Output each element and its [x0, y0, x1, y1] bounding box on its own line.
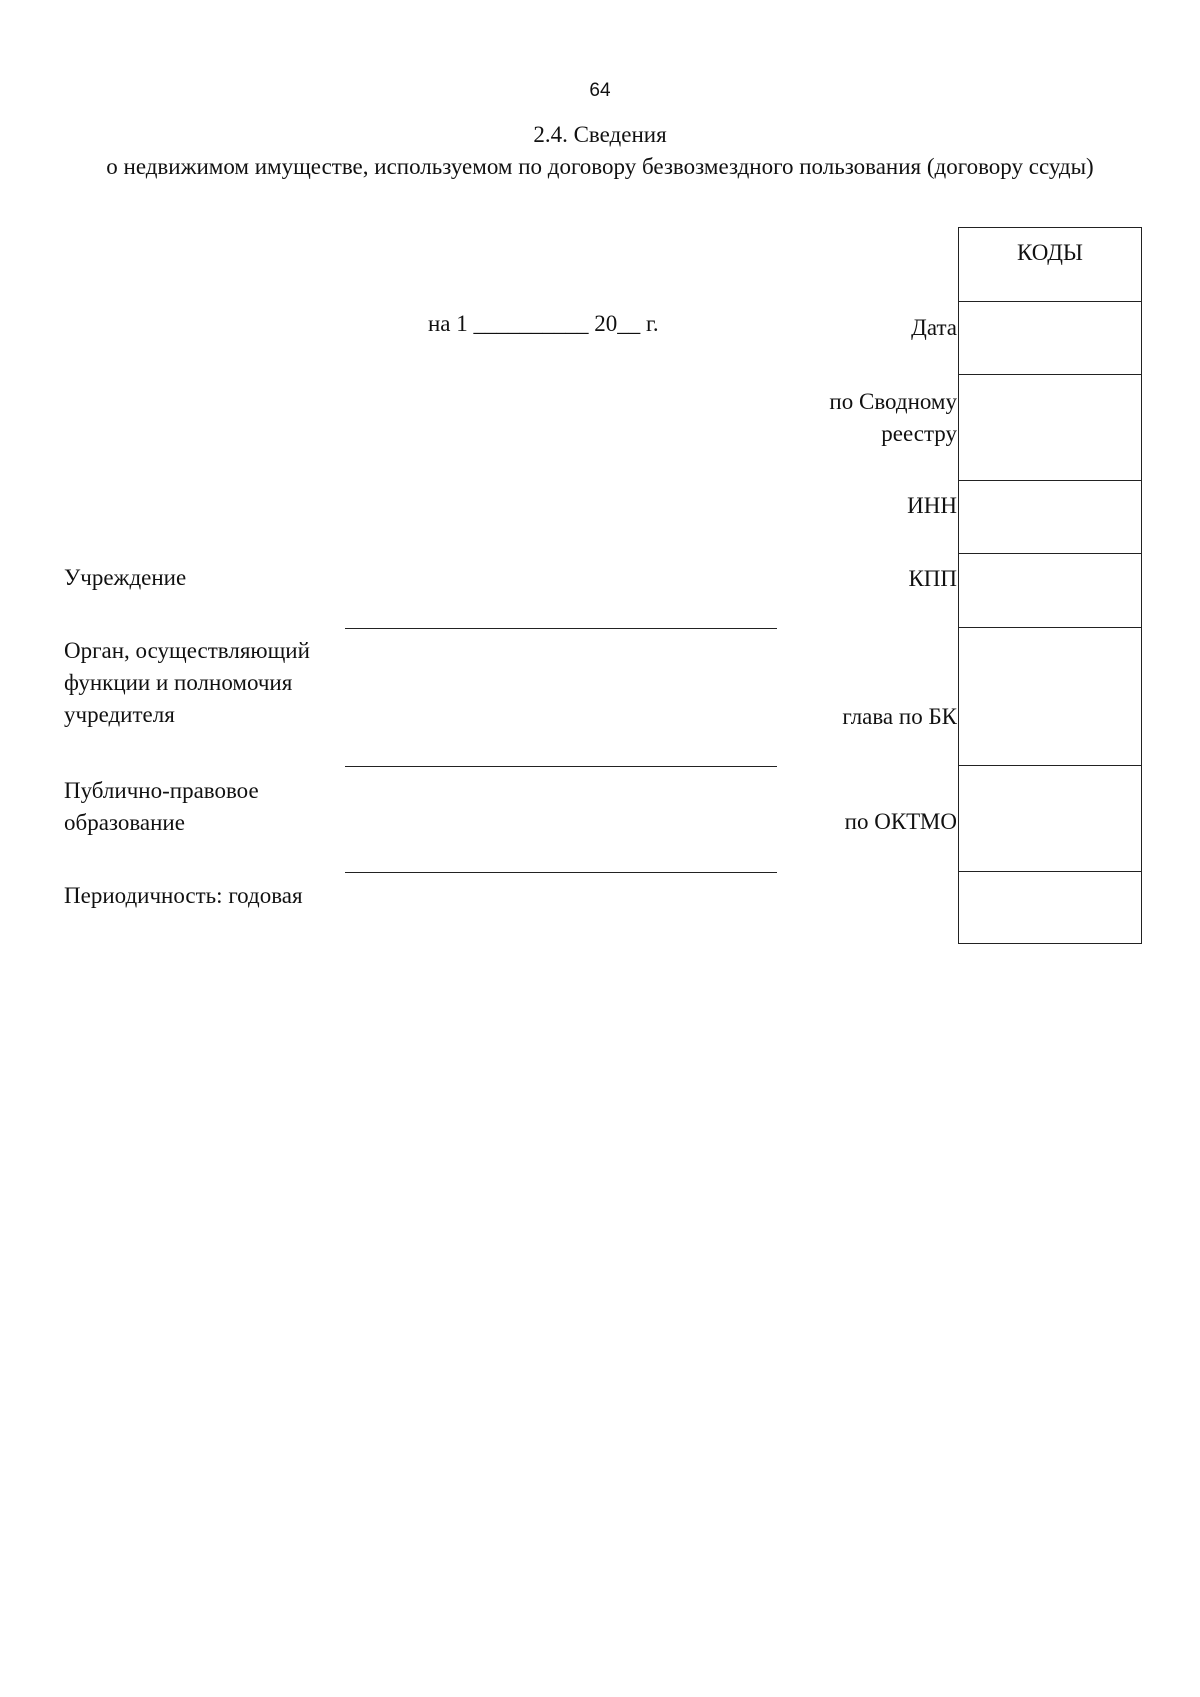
bk-chapter-label: глава по БК [842, 704, 957, 729]
founder-label-2: функции и полномочия [64, 670, 293, 695]
codes-table [958, 227, 1142, 944]
municipality-label-2: образование [64, 810, 185, 835]
periodicity-label: Периодичность: годовая [64, 883, 303, 908]
codes-header: КОДЫ [1017, 240, 1083, 265]
report-date-line: на 1 __________ 20__ г. [428, 311, 659, 336]
registry-label-1: по Сводному [829, 389, 957, 414]
inn-code-cell[interactable] [959, 480, 1141, 553]
municipality-label-1: Публично-правовое [64, 778, 259, 803]
form-subtitle: о недвижимом имуществе, используемом по договору безвозмездного пользования (договору ссуды) [106, 154, 1094, 179]
kpp-label: КПП [908, 566, 957, 591]
date-label: Дата [911, 315, 957, 340]
municipality-fill-line [345, 872, 777, 873]
founder-fill-line [345, 766, 777, 767]
oktmo-label: по ОКТМО [844, 809, 957, 834]
founder-label-1: Орган, осуществляющий [64, 638, 310, 663]
registry-code-cell[interactable] [959, 374, 1141, 480]
registry-label-2: реестру [881, 421, 957, 446]
bk-chapter-code-cell[interactable] [959, 627, 1141, 765]
kpp-code-cell[interactable] [959, 553, 1141, 627]
institution-label: Учреждение [64, 565, 187, 590]
founder-label-3: учредителя [64, 702, 175, 727]
form-title: 2.4. Сведения [533, 122, 667, 147]
page-number: 64 [589, 80, 611, 101]
institution-fill-line [345, 628, 777, 629]
inn-label: ИНН [907, 493, 957, 518]
date-code-cell[interactable] [959, 301, 1141, 374]
oktmo-code-cell[interactable] [959, 765, 1141, 871]
periodicity-code-cell[interactable] [959, 871, 1141, 943]
